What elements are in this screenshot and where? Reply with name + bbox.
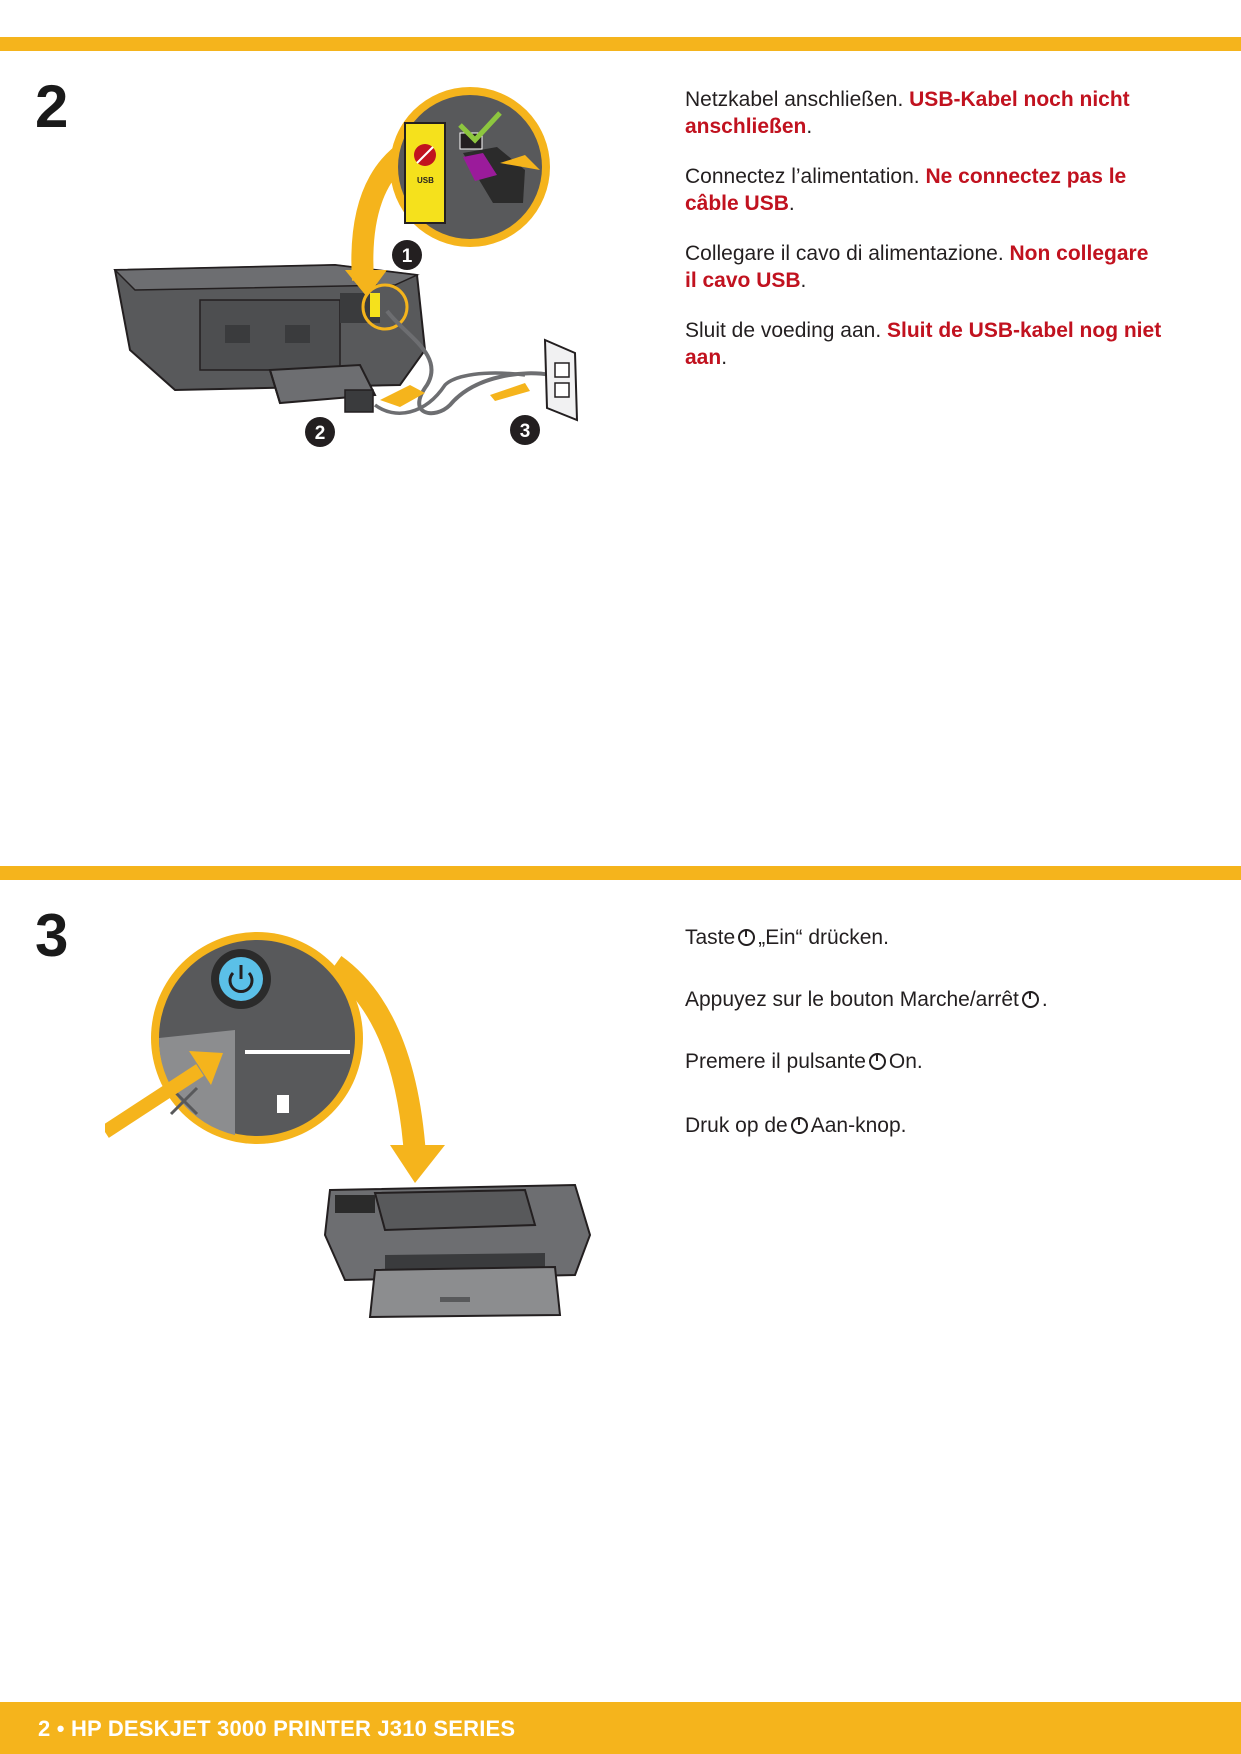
instruction-it: Premere il pulsante On. [685, 1050, 923, 1073]
step-3-illustration [105, 925, 665, 1355]
section-rule [0, 866, 1241, 880]
page-footer [0, 1702, 1241, 1754]
instruction-fr: Appuyez sur le bouton Marche/arrêt . [685, 988, 1048, 1011]
callout-3 [510, 415, 540, 445]
power-icon [738, 929, 755, 946]
usb-port-label: USB [417, 176, 434, 185]
callout-2 [305, 417, 335, 447]
instruction-de: Netzkabel anschließen. USB-Kabel noch nicht anschließen. [685, 88, 1130, 138]
footer-title: 2 • HP DESKJET 3000 PRINTER J310 SERIES [38, 1716, 516, 1741]
instruction-nl: Sluit de voeding aan. Sluit de USB-kabel nog niet aan. [685, 319, 1162, 369]
wall-outlet [545, 340, 577, 420]
step-2-instructions [685, 86, 1165, 394]
power-icon [869, 1053, 886, 1070]
step-2-illustration [105, 85, 665, 505]
instruction-fr: Connectez l’alimentation. Ne connectez pas le câble USB. [685, 165, 1127, 215]
instruction-de: Taste „Ein“ drücken. [685, 926, 889, 949]
printer-front-view [325, 1185, 590, 1317]
power-adapter [270, 365, 375, 412]
svg-text:2: 2 [314, 423, 326, 444]
callout-1 [392, 240, 422, 270]
port-closeup [390, 87, 550, 247]
step-3-number: 3 [35, 902, 69, 969]
step-2-number: 2 [35, 73, 69, 140]
svg-text:3: 3 [519, 421, 531, 442]
top-rule [0, 37, 1241, 51]
control-panel-closeup [151, 932, 363, 1144]
power-icon [791, 1117, 808, 1134]
power-icon [1022, 991, 1039, 1008]
instruction-nl: Druk op de Aan-knop. [685, 1114, 907, 1137]
instruction-it: Collegare il cavo di alimentazione. Non collegare il cavo USB. [685, 242, 1149, 292]
step-3-instructions [685, 924, 1165, 1162]
svg-text:1: 1 [401, 246, 413, 267]
